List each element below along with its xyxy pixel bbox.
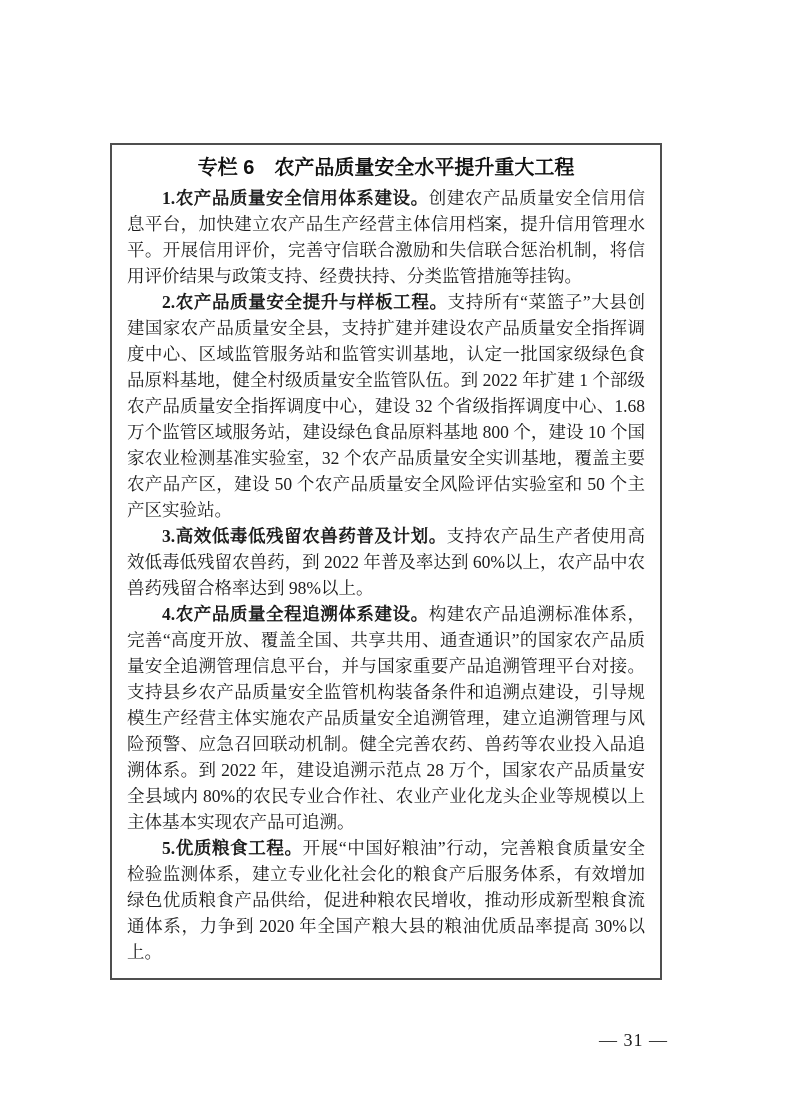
paragraph-4-lead: 4.农产品质量全程追溯体系建设。 — [162, 604, 429, 624]
paragraph-2-body: 支持所有“菜篮子”大县创建国家农产品质量安全县，支持扩建并建设农产品质量安全指挥调度中心、区域监管服务站和监管实训基地，认定一批国家级绿色食品原料基地，健全村级质量安全监管队伍。到 2022 年扩建 1 个部级农产品质量安全指挥调度中心，建设 32 个省级指挥调度中心、1.68 万个监管区域服务站，建设绿色食品原料基地 800 个，建设 10 个国家农业检测基准实验室，32 个农产品质量安全实训基地，覆盖主要农产品产区，建设 50 个农产品质量安全风险评估实验室和 50 个主产区实验站。 — [127, 292, 645, 520]
paragraph-5-body: 开展“中国好粮油”行动，完善粮食质量安全检验监测体系，建立专业化社会化的粮食产后服务体系，有效增加绿色优质粮食产品供给，促进种粮农民增收，推动形成新型粮食流通体系，力争到 2020 年全国产粮大县的粮油优质品率提高 30%以上。 — [127, 838, 646, 962]
paragraph-3-lead: 3.高效低毒低残留农兽药普及计划。 — [162, 526, 447, 546]
paragraph-5-lead: 5.优质粮食工程。 — [162, 838, 303, 858]
paragraph-4 — [127, 601, 645, 835]
paragraph-2 — [127, 289, 645, 523]
paragraph-1 — [127, 185, 645, 289]
box-title: 专栏 6 农产品质量安全水平提升重大工程 — [197, 157, 575, 179]
paragraph-2-lead: 2.农产品质量安全提升与样板工程。 — [162, 292, 448, 312]
paragraph-1-lead: 1.农产品质量安全信用体系建设。 — [162, 188, 429, 208]
paragraph-3 — [127, 523, 645, 601]
paragraph-1-body: 创建农产品质量安全信用信息平台，加快建立农产品生产经营主体信用档案，提升信用管理水平。开展信用评价，完善守信联合激励和失信联合惩治机制，将信用评价结果与政策支持、经费扶持、分类监管措施等挂钩。 — [127, 188, 646, 286]
page-number: — 31 — — [599, 1030, 668, 1050]
paragraph-4-body: 构建农产品追溯标准体系，完善“高度开放、覆盖全国、共享共用、通查通识”的国家农产品质量安全追溯管理信息平台，并与国家重要产品追溯管理平台对接。支持县乡农产品质量安全监管机构装备条件和追溯点建设，引导规模生产经营主体实施农产品质量安全追溯管理，建立追溯管理与风险预警、应急召回联动机制。健全完善农药、兽药等农业投入品追溯体系。到 2022 年，建设追溯示范点 28 万个，国家农产品质量安全县域内 80%的农民专业合作社、农业产业化龙头企业等规模以上主体基本实现农产品可追溯。 — [127, 604, 646, 832]
paragraph-5 — [127, 835, 645, 965]
feature-box — [110, 143, 662, 980]
paragraph-3-body: 支持农产品生产者使用高效低毒低残留农兽药，到 2022 年普及率达到 60%以上，农产品中农兽药残留合格率达到 98%以上。 — [127, 526, 646, 598]
